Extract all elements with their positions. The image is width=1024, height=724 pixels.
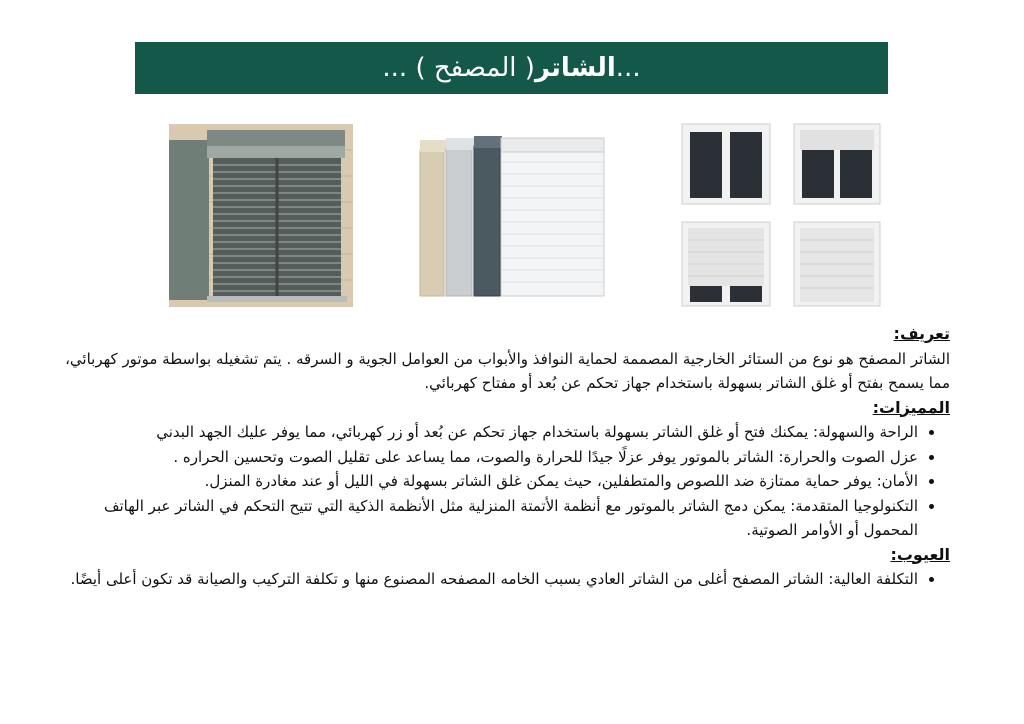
- page-title: [135, 42, 888, 94]
- main-content: [58, 322, 950, 592]
- definition-heading: تعريف:: [893, 324, 950, 343]
- window-shutter-wall-photo: [169, 124, 353, 307]
- title-prefix: ...: [615, 53, 641, 83]
- disadvantages-list: [58, 567, 950, 592]
- list-item: • التكنولوجيا المتقدمة: يمكن دمج الشاتر بالموتور مع أنظمة الأتمتة المنزلية مثل الأنظمة الذكية التي تتيح التحكم في الشاتر عبر الهاتف المحمول أو الأوامر الصوتية.: [58, 494, 918, 543]
- disadvantages-heading: العيوب:: [890, 544, 950, 564]
- title-rest: ( المصفح ) ...: [382, 53, 535, 83]
- list-item: • التكلفة العالية: الشاتر المصفح أغلى من الشاتر العادي بسبب الخامه المصفحه المصنوع منها و تكلفة التركيب والصيانة قد تكون أعلى أيضًا.: [58, 567, 918, 592]
- shutter-color-samples: [420, 136, 604, 296]
- features-heading: المميزات:: [872, 397, 950, 417]
- list-item: • عزل الصوت والحرارة: الشاتر بالموتور يوفر عزلًا جيدًا للحرارة والصوت، مما يساعد على تقليل الصوت وتحسين الحراره .: [58, 445, 918, 470]
- windows-shutter-positions: [682, 124, 880, 306]
- definition-text: الشاتر المصفح هو نوع من الستائر الخارجية المصممة لحماية النوافذ والأبواب من العوامل الجوية و السرقه . يتم تشغيله بواسطة موتور كهربائي، مما يسمح بفتح أو غلق الشاتر بسهولة باستخدام جهاز تحكم عن بُعد أو مفتاح كهربائي.: [65, 349, 950, 392]
- list-item: • الراحة والسهولة: يمكنك فتح أو غلق الشاتر بسهولة باستخدام جهاز تحكم عن بُعد أو زر كهربائي، مما يوفر عليك الجهد البدني: [58, 420, 918, 445]
- title-bold: الشاتر: [534, 53, 616, 83]
- features-list: [58, 420, 950, 543]
- list-item: • الأمان: يوفر حماية ممتازة ضد اللصوص والمتطفلين، حيث يمكن غلق الشاتر بسهولة في الليل أو عند مغادرة المنزل.: [58, 469, 918, 494]
